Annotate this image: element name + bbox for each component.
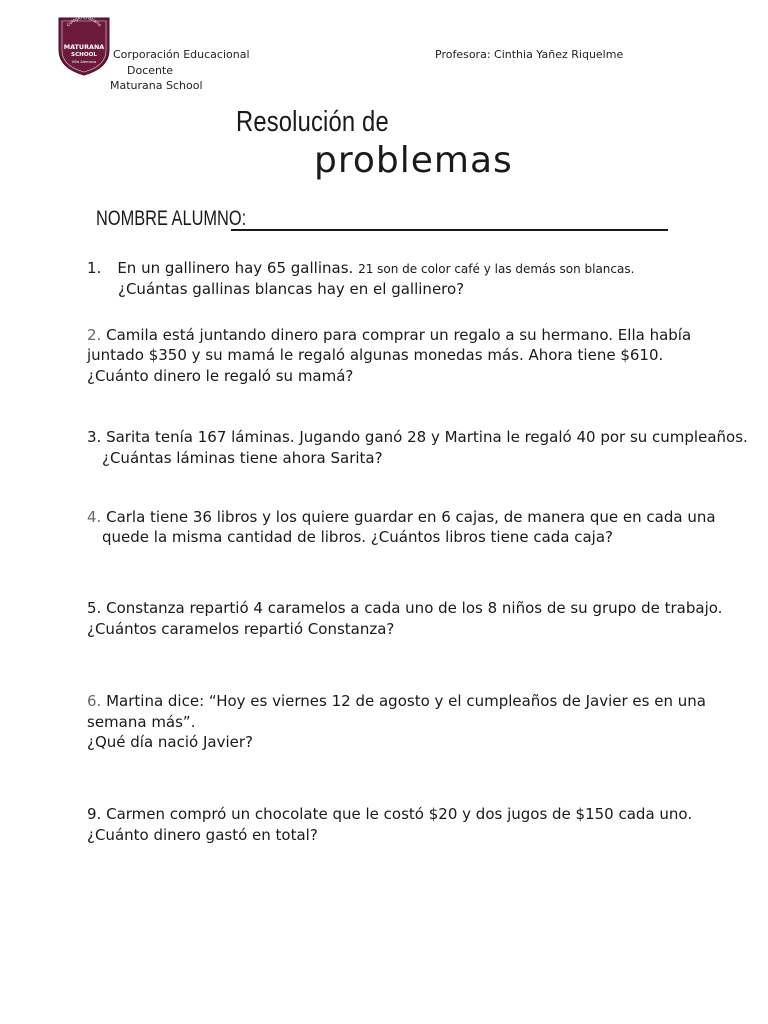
question-6-text: Martina dice: “Hoy es viernes 12 de agosto y el cumpleaños de Javier es en una <box>106 692 706 710</box>
question-6-line2: semana más”. <box>87 713 196 731</box>
question-2-line3: ¿Cuánto dinero le regaló su mamá? <box>87 367 354 385</box>
question-2-number: 2. <box>87 326 102 344</box>
question-4-line2: quede la misma cantidad de libros. ¿Cuántos libros tiene cada caja? <box>102 528 614 546</box>
question-5-text: Constanza repartió 4 caramelos a cada uno de los 8 niños de su grupo de trabajo. <box>106 599 723 617</box>
question-6-number: 6. <box>87 692 102 710</box>
logo-place: Villa Alemana <box>71 60 97 64</box>
teacher-name: Profesora: Cinthia Yañez Riquelme <box>435 48 624 61</box>
question-6-line3: ¿Qué día nació Javier? <box>87 733 253 751</box>
question-3-line1 <box>87 427 748 448</box>
question-4-text: Carla tiene 36 libros y los quiere guardar en 6 cajas, de manera que en cada una <box>106 508 716 526</box>
question-2-line1 <box>87 325 691 346</box>
question-2-line2: juntado $350 y su mamá le regaló algunas monedas más. Ahora tiene $610. <box>87 346 664 364</box>
question-9-text: Carmen compró un chocolate que le costó $20 y dos jugos de $150 cada uno. <box>106 805 693 823</box>
page-title-line1: Resolución de <box>236 106 389 138</box>
question-2-text: Camila está juntando dinero para comprar un regalo a su hermano. Ella había <box>106 326 692 344</box>
question-1-text-a: En un gallinero hay 65 gallinas. <box>117 259 354 277</box>
logo-name-line2: SCHOOL <box>71 52 97 58</box>
question-5-number: 5. <box>87 599 102 617</box>
question-9-line1 <box>87 804 692 825</box>
question-1-line1 <box>87 258 634 280</box>
page-title-line2: problemas <box>314 140 513 181</box>
question-1-number: 1. <box>87 259 102 277</box>
question-4-line1 <box>87 507 716 528</box>
question-4-number: 4. <box>87 508 102 526</box>
student-name-label: NOMBRE ALUMNO: <box>96 207 247 230</box>
logo-arc-text: Colegio Cristiano <box>65 16 103 28</box>
question-9-line2: ¿Cuánto dinero gastó en total? <box>87 826 318 844</box>
question-3-text: Sarita tenía 167 láminas. Jugando ganó 28 y Martina le regaló 40 por su cumpleaños. <box>106 428 748 446</box>
org-line2: Docente <box>127 64 174 77</box>
org-line3: Maturana School <box>110 79 203 92</box>
question-1-line2: ¿Cuántas gallinas blancas hay en el gallinero? <box>118 280 465 298</box>
question-1-text-b: 21 son de color café y las demás son blancas. <box>358 262 635 276</box>
logo-name-line1: MATURANA <box>63 43 105 51</box>
question-9-number: 9. <box>87 805 102 823</box>
question-3-number: 3. <box>87 428 102 446</box>
question-5-line2: ¿Cuántos caramelos repartió Constanza? <box>87 620 395 638</box>
question-3-line2: ¿Cuántas láminas tiene ahora Sarita? <box>102 449 383 467</box>
org-line1: Corporación Educacional <box>113 48 250 61</box>
question-5-line1 <box>87 598 722 619</box>
question-6-line1 <box>87 691 706 712</box>
student-name-line[interactable] <box>231 229 668 231</box>
school-logo <box>55 16 113 76</box>
